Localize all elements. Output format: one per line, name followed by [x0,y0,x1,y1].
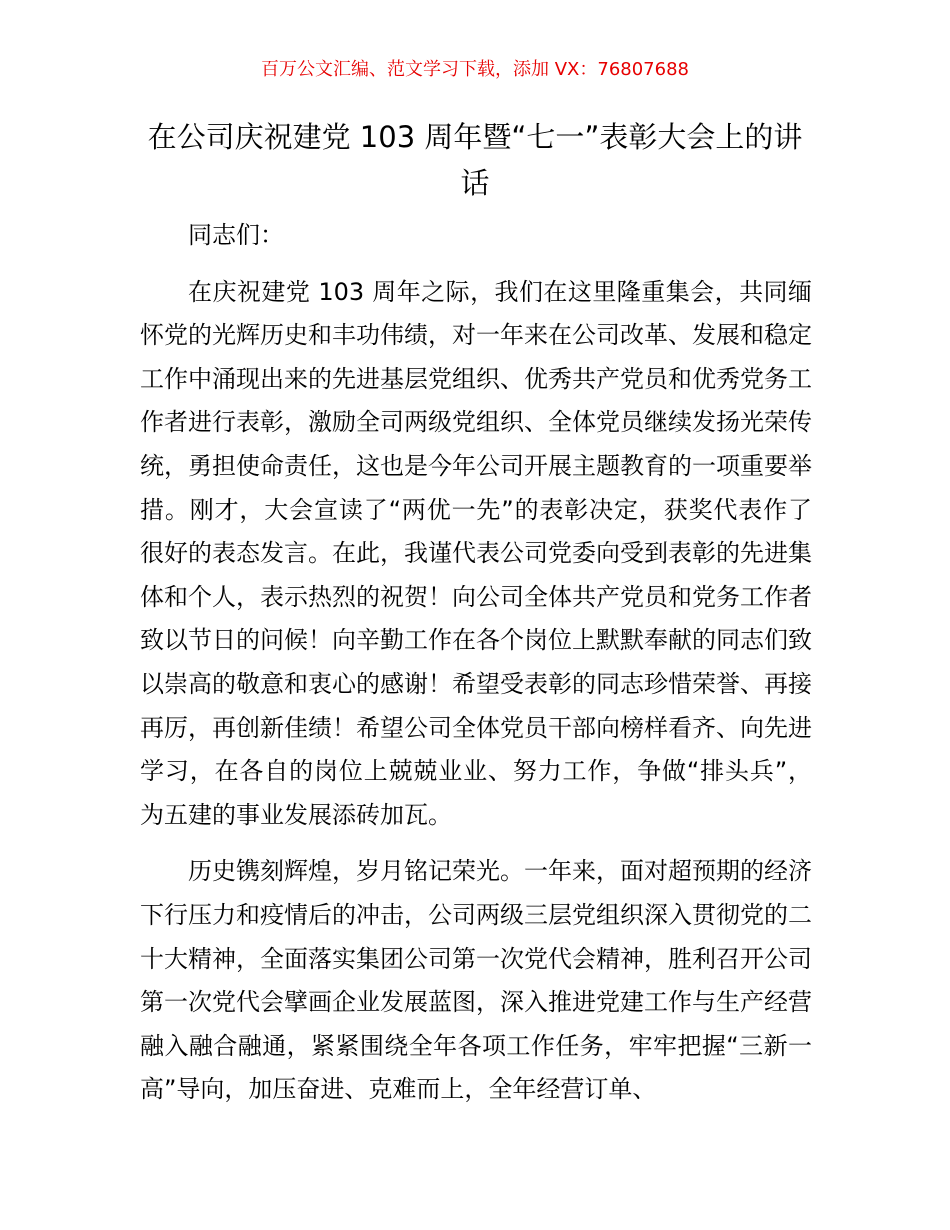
paragraph-2: 历史镌刻辉煌，岁月铭记荣光。一年来，面对超预期的经济下行压力和疫情后的冲击，公司两级三层党组织深入贯彻党的二十大精神，全面落实集团公司第一次党代会精神，胜利召开公司第一次党代会擘画企业发展蓝图，深入推进党建工作与生产经营融入融合融通，紧紧围绕全年各项工作任务，牢牢把握“三新一高”导向，加压奋进、克难而上，全年经营订单、 [140,857,812,1104]
document-body [140,214,812,1112]
paragraph-1: 在庆祝建党 103 周年之际，我们在这里隆重集会，共同缅怀党的光辉历史和丰功伟绩，对一年来在公司改革、发展和稳定工作中涌现出来的先进基层党组织、优秀共产党员和优秀党务工作者进行表彰，激励全司两级党组织、全体党员继续发扬光荣传统，勇担使命责任，这也是今年公司开展主题教育的一项重要举措。刚才，大会宣读了“两优一先”的表彰决定，获奖代表作了很好的表态发言。在此，我谨代表公司党委向受到表彰的先进集体和个人，表示热烈的祝贺！向公司全体共产党员和党务工作者致以节日的问候！向辛勤工作在各个岗位上默默奉献的同志们致以崇高的敬意和衷心的感谢！希望受表彰的同志珍惜荣誉、再接再厉，再创新佳绩！希望公司全体党员干部向榜样看齐、向先进学习，在各自的岗位上兢兢业业、努力工作，争做“排头兵”，为五建的事业发展添砖加瓦。 [140,277,812,829]
document-title: 在公司庆祝建党 103 周年暨“七一”表彰大会上的讲话 [147,120,803,200]
salutation: 同志们： [188,221,284,249]
header-watermark-note: 百万公文汇编、范文学习下载，添加 VX：76807688 [261,59,689,80]
